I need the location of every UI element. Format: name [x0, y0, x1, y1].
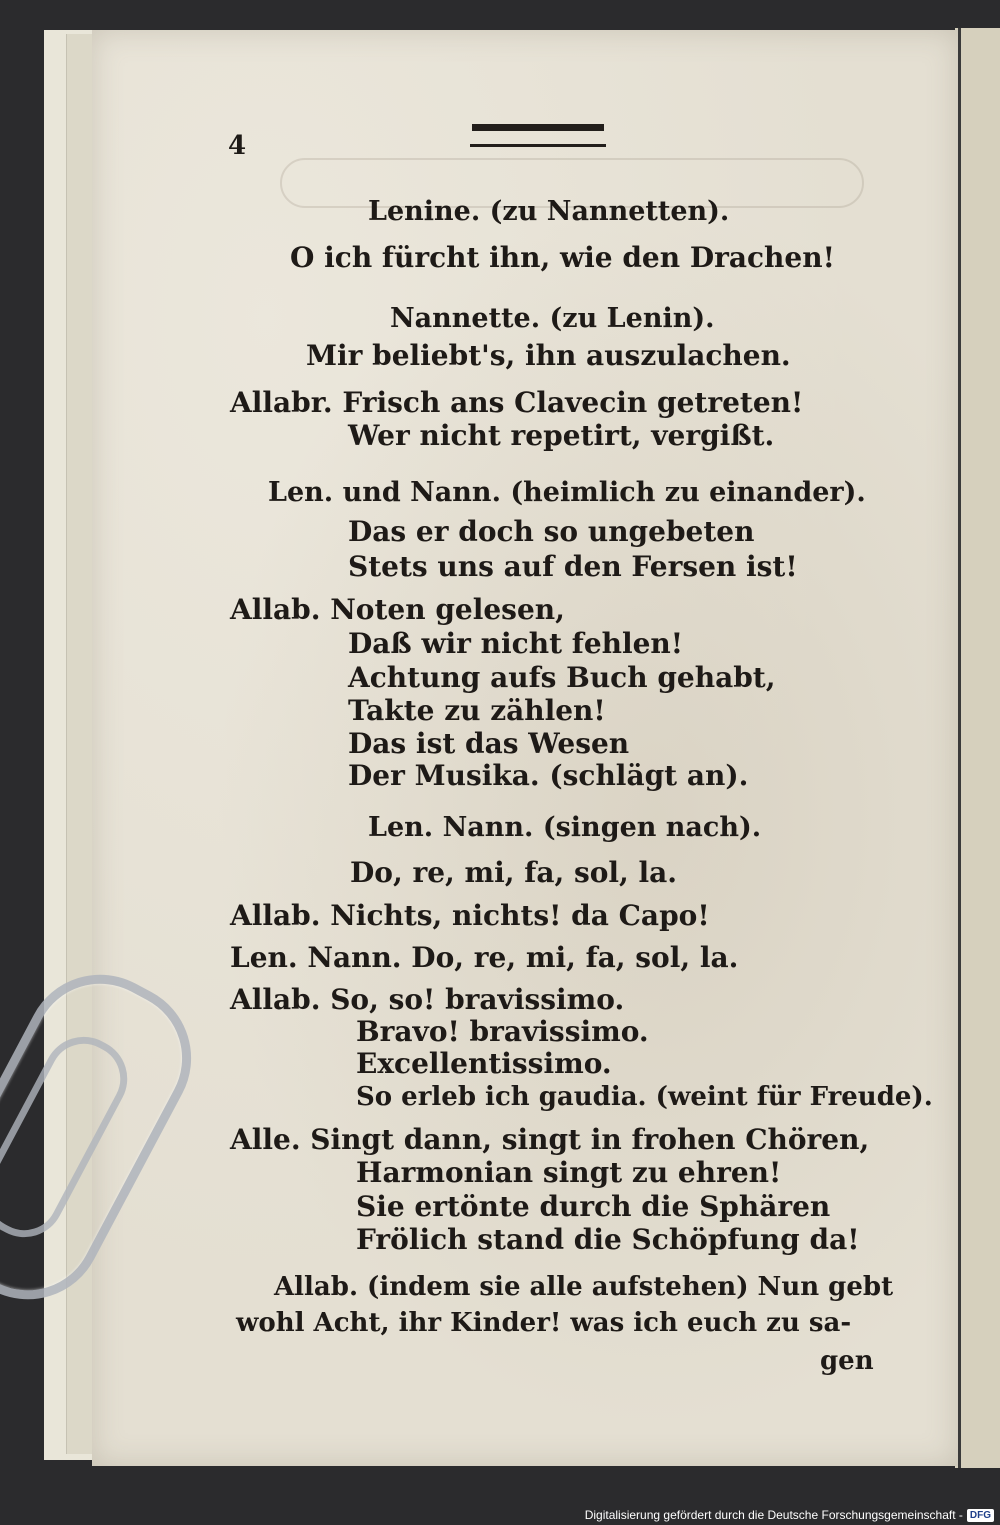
verse-line: Das er doch so ungebeten [348, 515, 755, 548]
speaker-line-len-nann: Len. und Nann. (heimlich zu einander). [268, 477, 866, 508]
verse-line-allab-2: Allab. Nichts, nichts! da Capo! [230, 899, 710, 932]
verse-line: Das ist das Wesen [348, 727, 630, 760]
verse-line: Do, re, mi, fa, sol, la. [350, 856, 678, 889]
speaker-line-allab-4: Allab. (indem sie alle aufstehen) Nun gebt [274, 1272, 894, 1302]
verse-line: Stets uns auf den Fersen ist! [348, 550, 798, 583]
verse-line-allab-3: Allab. So, so! bravissimo. [230, 983, 625, 1016]
catchword: gen [820, 1346, 874, 1376]
facing-page-edge [955, 28, 1000, 1468]
speaker-line-len-nann-2: Len. Nann. (singen nach). [368, 812, 762, 843]
ornament-rule-thick [472, 124, 604, 131]
dfg-logo: DFG [967, 1509, 994, 1522]
verse-line: Mir beliebt's, ihn auszulachen. [306, 339, 791, 372]
book-page [92, 30, 958, 1466]
verse-line: Wer nicht repetirt, vergißt. [348, 419, 775, 452]
verse-line: Daß wir nicht fehlen! [348, 627, 684, 660]
verse-line: Achtung aufs Buch gehabt, [348, 661, 776, 694]
page-number: 4 [228, 131, 247, 161]
verse-line: O ich fürcht ihn, wie den Drachen! [290, 241, 835, 274]
gutter-shadow [958, 28, 961, 1468]
verse-line: Frölich stand die Schöpfung da! [356, 1223, 860, 1256]
verse-line-len-nann-3: Len. Nann. Do, re, mi, fa, sol, la. [230, 941, 739, 974]
speaker-line-nannette: Nannette. (zu Lenin). [390, 303, 715, 334]
credit-text: Digitalisierung gefördert durch die Deutsche Forschungsgemeinschaft - [584, 1508, 963, 1522]
verse-line-allab: Allab. Noten gelesen, [230, 593, 565, 626]
verse-line: Bravo! bravissimo. [356, 1015, 649, 1048]
verse-line-allabr: Allabr. Frisch ans Clavecin getreten! [230, 386, 804, 419]
verse-line: Excellentissimo. [356, 1047, 612, 1080]
verse-line: Takte zu zählen! [348, 694, 606, 727]
verse-line: Sie ertönte durch die Sphären [356, 1190, 831, 1223]
ornament-rule-thin [470, 144, 606, 147]
verse-line: So erleb ich gaudia. (weint für Freude). [356, 1082, 933, 1112]
digitization-credit [585, 1508, 994, 1522]
verse-line: Harmonian singt zu ehren! [356, 1156, 782, 1189]
prose-line: wohl Acht, ihr Kinder! was ich euch zu sa- [236, 1308, 852, 1338]
verse-line: Der Musika. (schlägt an). [348, 759, 749, 792]
verse-line-alle: Alle. Singt dann, singt in frohen Chören, [230, 1123, 870, 1156]
speaker-line-lenine: Lenine. (zu Nannetten). [368, 196, 730, 227]
